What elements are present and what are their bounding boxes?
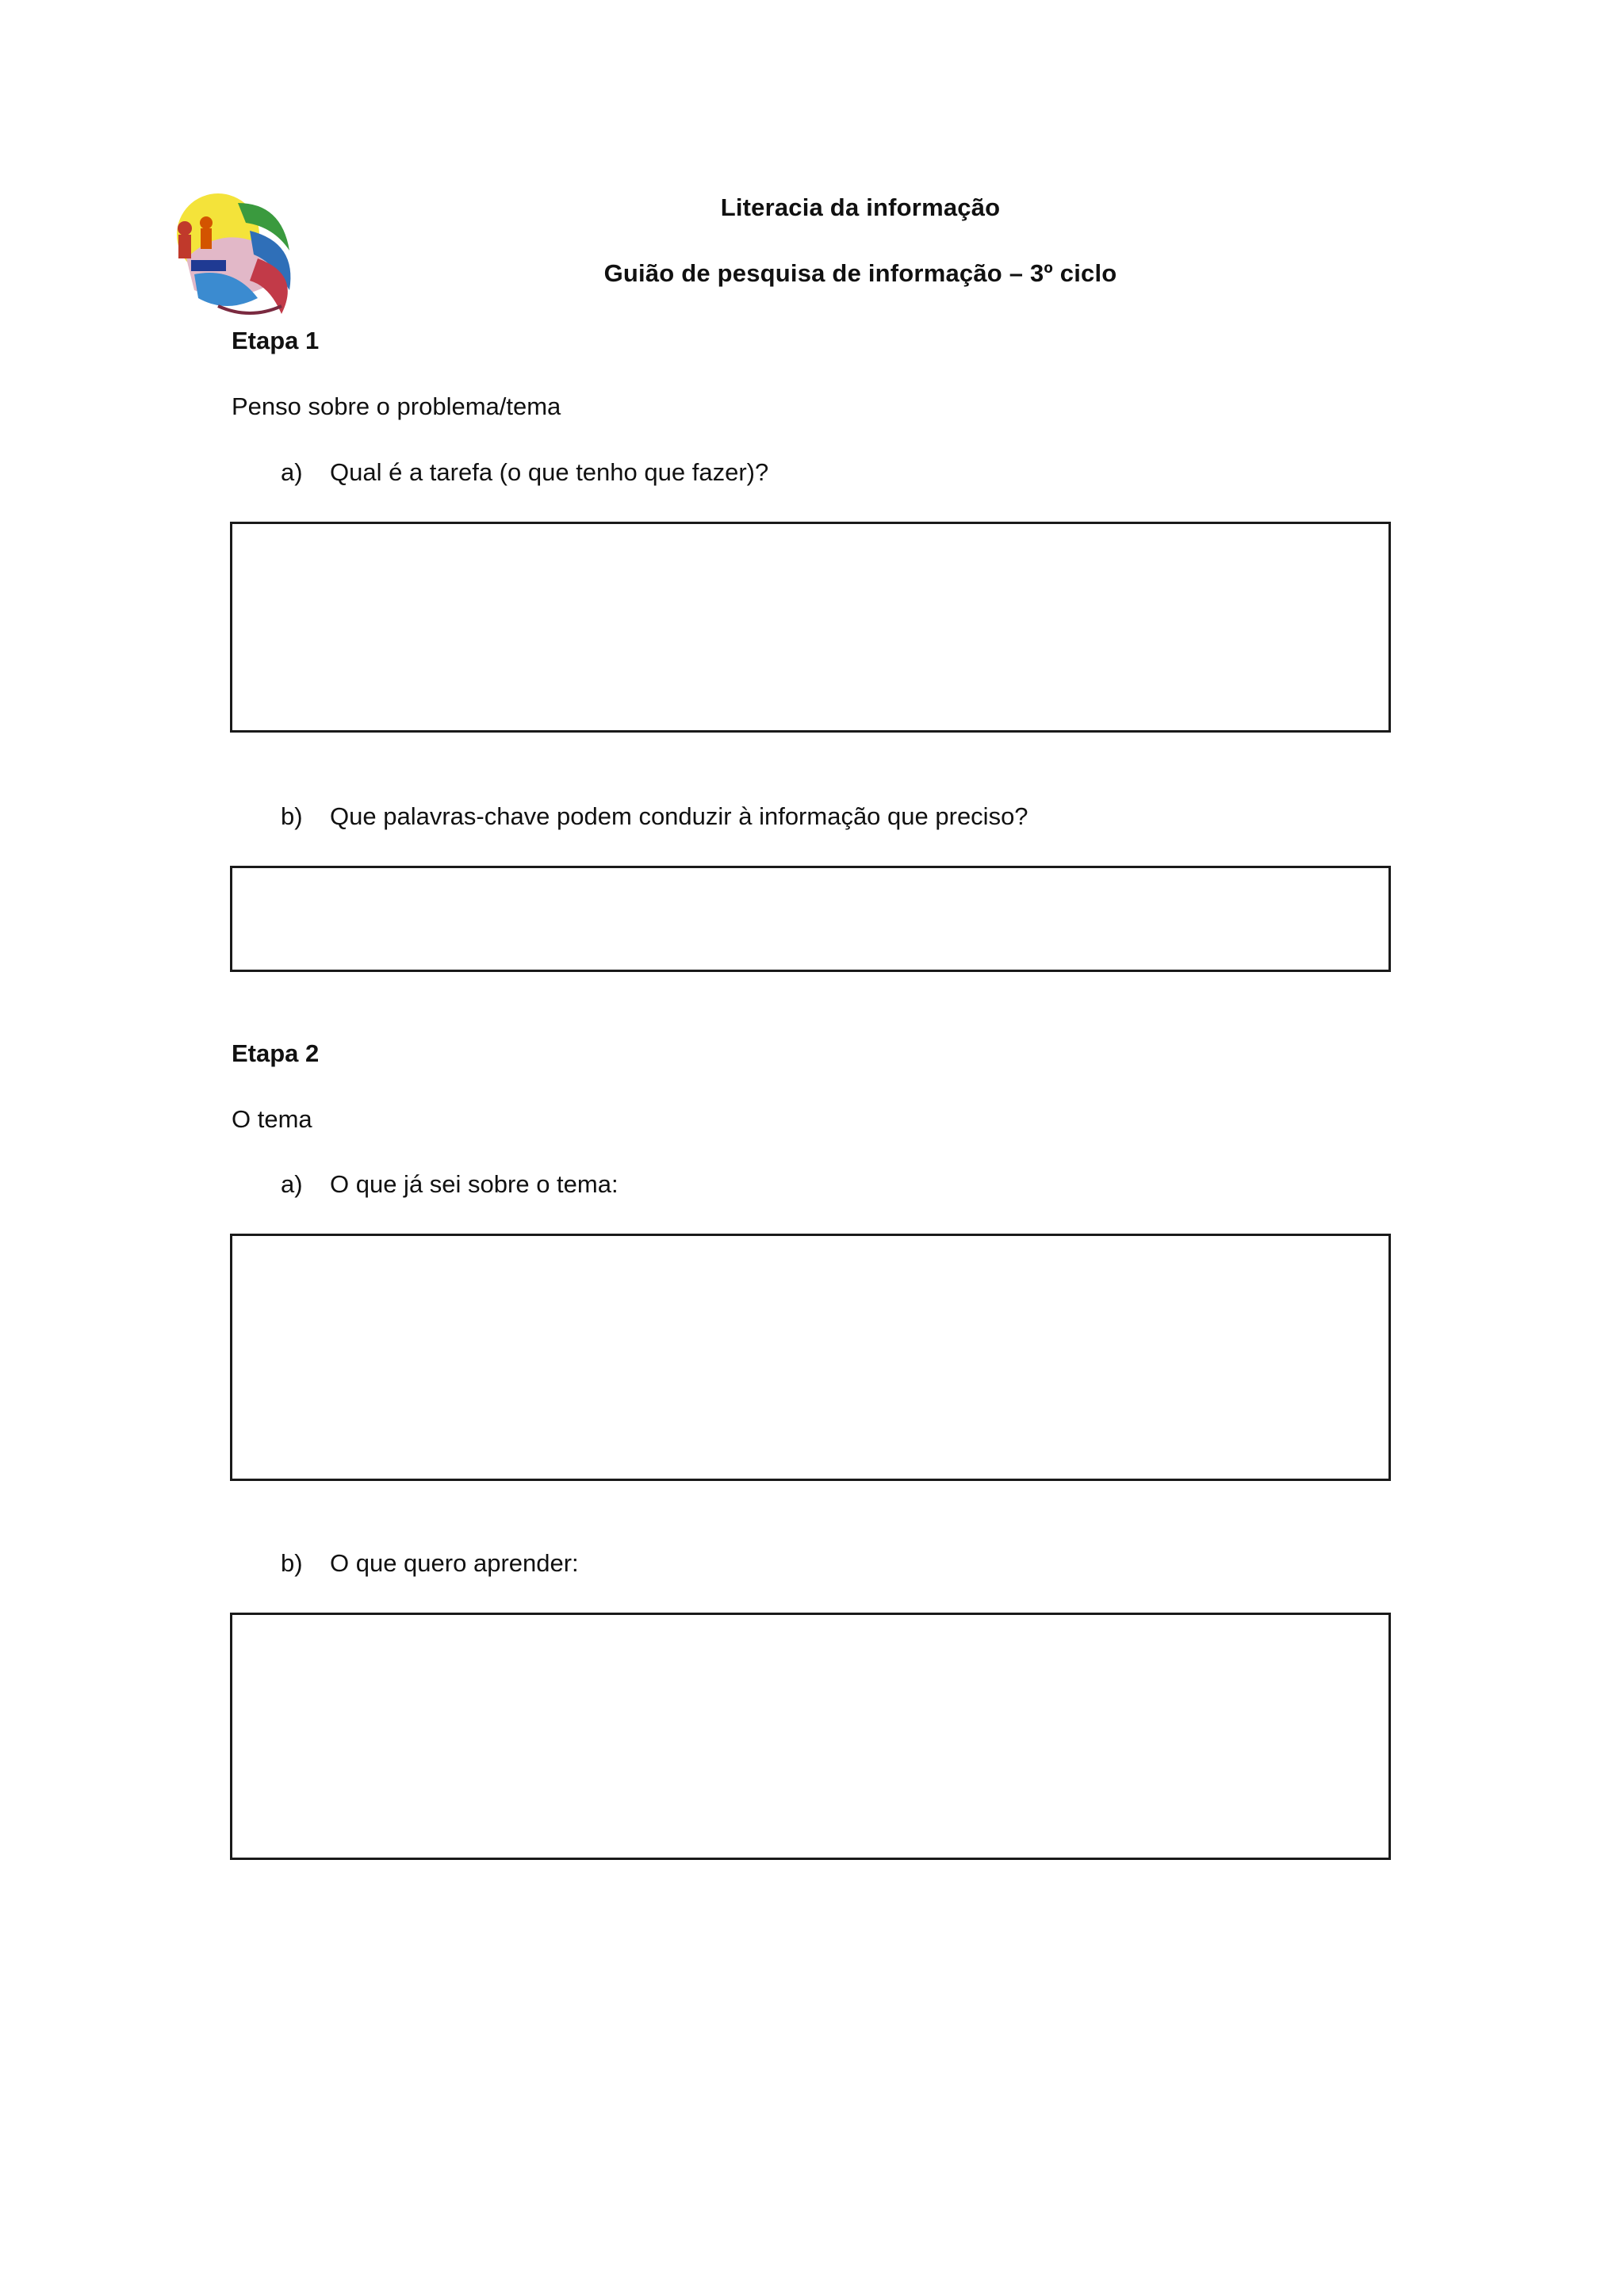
question-marker: b) bbox=[281, 1549, 303, 1577]
question-text: Que palavras-chave podem conduzir à informação que preciso? bbox=[330, 802, 1028, 830]
question-etapa1-b bbox=[281, 802, 1028, 831]
section-intro-etapa-2: O tema bbox=[232, 1105, 312, 1133]
question-marker: b) bbox=[281, 802, 303, 830]
document-subtitle: Guião de pesquisa de informação – 3º ciclo bbox=[603, 259, 1117, 287]
section-heading-etapa-1: Etapa 1 bbox=[232, 327, 320, 354]
question-text: Qual é a tarefa (o que tenho que fazer)? bbox=[330, 458, 769, 486]
question-marker: a) bbox=[281, 1170, 303, 1198]
question-etapa2-b bbox=[281, 1549, 579, 1578]
question-marker: a) bbox=[281, 458, 303, 486]
section-intro-etapa-1: Penso sobre o problema/tema bbox=[232, 392, 561, 420]
document-title: Literacia da informação bbox=[720, 193, 1001, 221]
question-text: O que já sei sobre o tema: bbox=[330, 1170, 619, 1198]
section-heading-etapa-2: Etapa 2 bbox=[232, 1039, 320, 1067]
question-etapa2-a bbox=[281, 1170, 619, 1199]
answer-box-etapa1-b[interactable] bbox=[230, 866, 1391, 972]
answer-box-etapa2-a[interactable] bbox=[230, 1234, 1391, 1481]
question-text: O que quero aprender: bbox=[330, 1549, 579, 1577]
question-etapa1-a bbox=[281, 458, 768, 487]
answer-box-etapa2-b[interactable] bbox=[230, 1613, 1391, 1860]
answer-box-etapa1-a[interactable] bbox=[230, 522, 1391, 733]
